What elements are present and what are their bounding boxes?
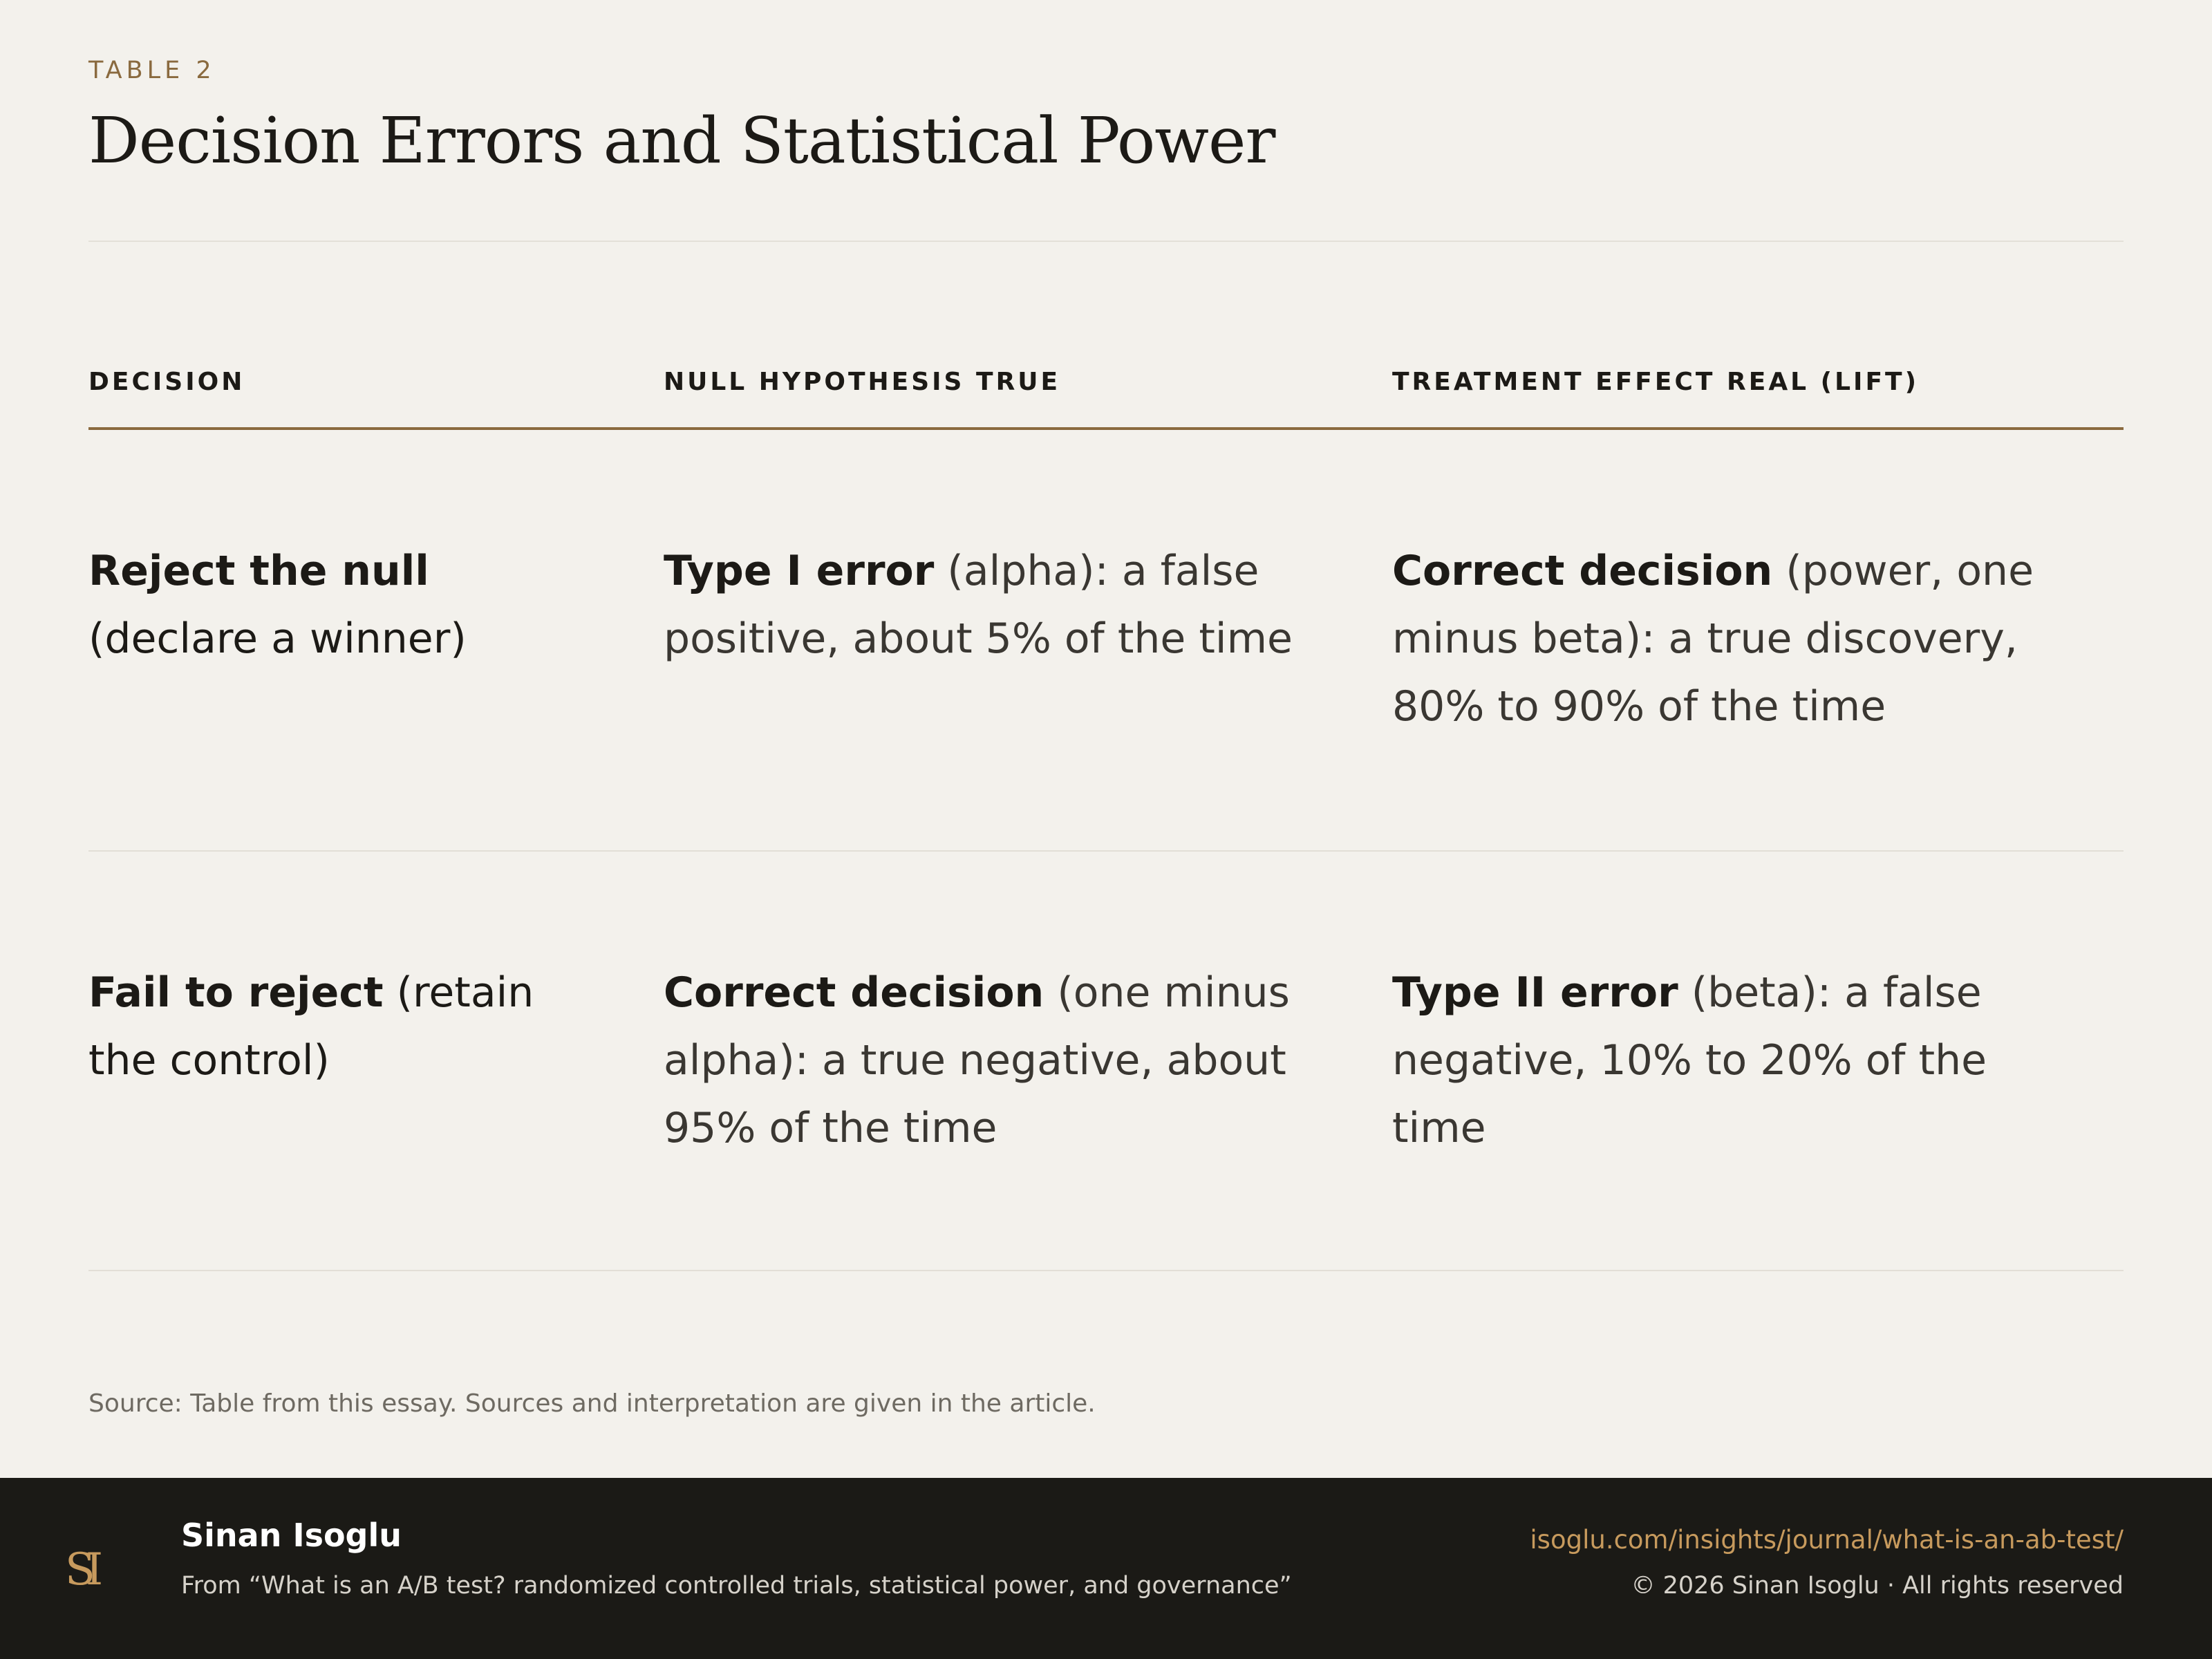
- cell-effect-real: [1392, 959, 2070, 1162]
- copyright: © 2026 Sinan Isoglu · All rights reserved: [1631, 1572, 2124, 1600]
- table-header: [88, 359, 2124, 429]
- footer: [0, 1478, 2212, 1659]
- cell-decision-bold: Reject the null: [88, 547, 429, 595]
- divider: [88, 241, 2124, 242]
- cell-effect-real-bold: Correct decision: [1392, 547, 1773, 595]
- table-row: [88, 852, 2124, 1271]
- cell-decision-bold: Fail to reject: [88, 968, 384, 1017]
- cell-decision: [88, 959, 600, 1094]
- cell-null-true-bold: Type I error: [664, 547, 935, 595]
- cell-null-true-rest: (alpha): a false positive, about 5% of the time: [664, 547, 1293, 663]
- source-note: Source: Table from this essay. Sources and interpretation are given in the article.: [88, 1389, 1096, 1418]
- table-label: TABLE 2: [88, 57, 216, 84]
- cell-decision-rest: (retain the control): [88, 968, 534, 1085]
- article-reference: From “What is an A/B test? randomized controlled trials, statistical power, and governance”: [181, 1572, 1292, 1600]
- cell-effect-real-rest: (beta): a false negative, 10% to 20% of the time: [1392, 968, 1987, 1152]
- cell-effect-real-bold: Type II error: [1392, 968, 1678, 1017]
- cell-effect-real: [1392, 537, 2070, 740]
- cell-null-true: [664, 537, 1327, 673]
- author-name: Sinan Isoglu: [181, 1517, 402, 1554]
- column-header-decision: DECISION: [88, 368, 245, 396]
- table-row: [88, 430, 2124, 850]
- article-link[interactable]: isoglu.com/insights/journal/what-is-an-ab-test/: [1530, 1525, 2124, 1555]
- cell-null-true-rest: (one minus alpha): a true negative, about 95% of the time: [664, 968, 1290, 1152]
- cell-decision-rest: (declare a winner): [88, 615, 467, 663]
- cell-null-true-bold: Correct decision: [664, 968, 1044, 1017]
- cell-effect-real-rest: (power, one minus beta): a true discovery, 80% to 90% of the time: [1392, 547, 2034, 731]
- column-header-null-true: NULL HYPOTHESIS TRUE: [664, 368, 1061, 396]
- cell-decision: [88, 537, 600, 673]
- column-header-effect-real: TREATMENT EFFECT REAL (LIFT): [1392, 368, 1920, 396]
- page-title: Decision Errors and Statistical Power: [88, 104, 1275, 178]
- monogram-logo: SI: [65, 1544, 94, 1595]
- cell-null-true: [664, 959, 1327, 1162]
- row-divider: [88, 1270, 2124, 1271]
